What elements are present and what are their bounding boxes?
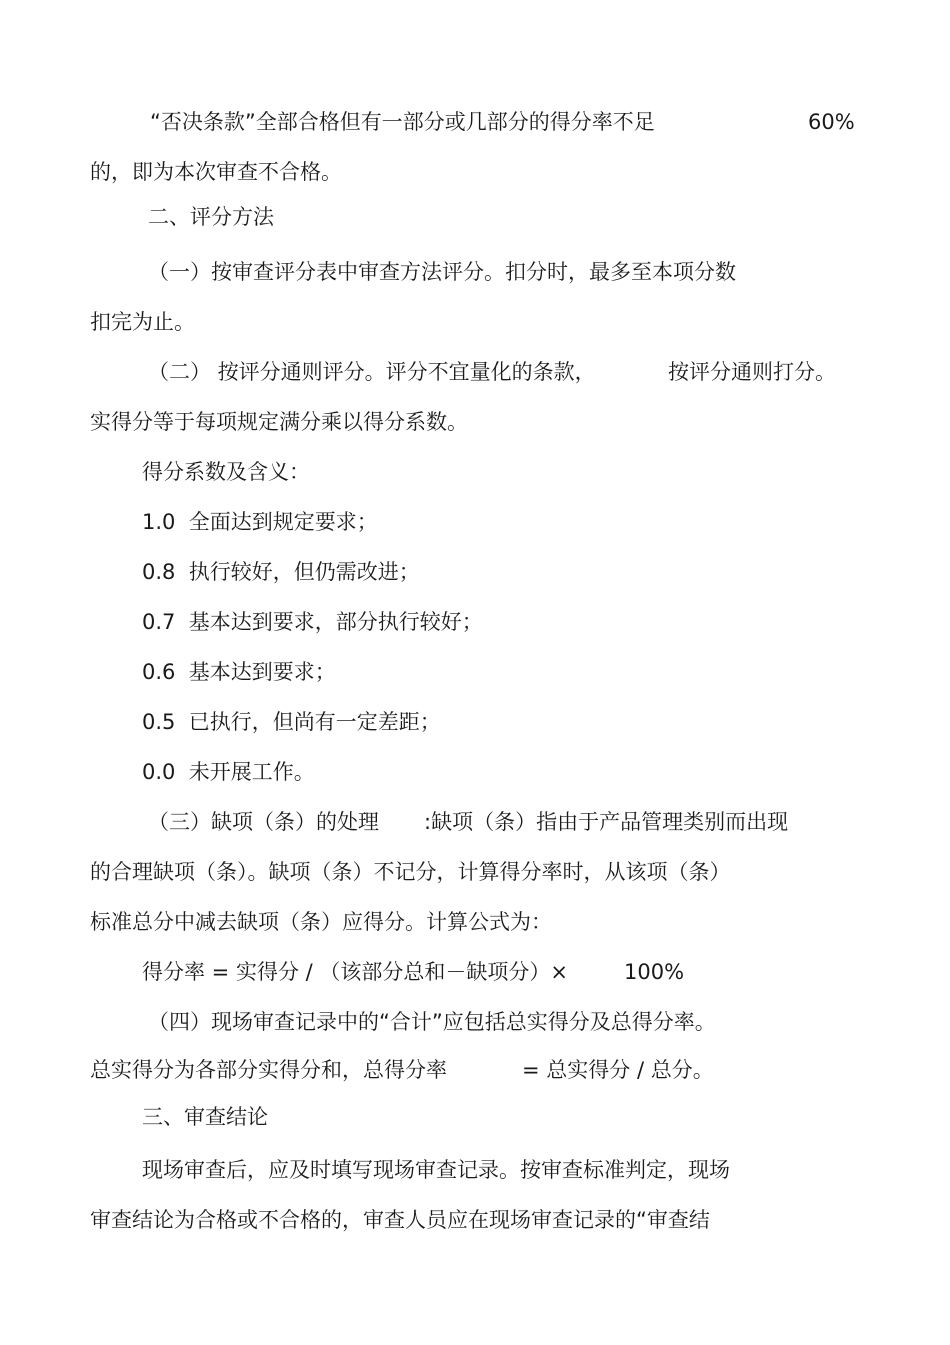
text-line: “否决条款”全部合格但有一部分或几部分的得分率不足 — [150, 110, 655, 134]
text-line: = 总实得分 / 总分。 — [522, 1058, 714, 1082]
text-line: （四）现场审查记录中的“合计”应包括总实得分及总得分率。 — [148, 1010, 716, 1034]
text-line: 实得分等于每项规定满分乘以得分系数。 — [90, 410, 468, 434]
section-heading: 三、审查结论 — [142, 1105, 268, 1129]
text-line: 60% — [808, 110, 855, 134]
text-line: 总实得分为各部分实得分和，总得分率 — [90, 1058, 447, 1082]
text-line: 标准总分中减去缺项（条）应得分。计算公式为： — [90, 910, 552, 934]
formula-line: 得分率 = 实得分 / （该部分总和－缺项分）× — [142, 960, 568, 984]
text-line: 现场审查后，应及时填写现场审查记录。按审查标准判定，现场 — [142, 1158, 730, 1182]
text-line: （二） 按评分通则评分。评分不宜量化的条款， — [148, 360, 596, 384]
text-line: 审查结论为合格或不合格的，审查人员应在现场审查记录的“审查结 — [90, 1208, 710, 1232]
text-line: 的，即为本次审查不合格。 — [90, 160, 342, 184]
list-item: 0.6 基本达到要求； — [142, 660, 336, 684]
list-item: 0.5 已执行，但尚有一定差距； — [142, 710, 441, 734]
text-line: （三）缺项（条）的处理 — [148, 810, 379, 834]
text-line: 扣完为止。 — [90, 310, 195, 334]
text-line: 得分系数及含义： — [142, 460, 310, 484]
text-line: 按评分通则打分。 — [668, 360, 836, 384]
text-line: 的合理缺项（条）。缺项（条）不记分，计算得分率时，从该项（条） — [90, 860, 731, 884]
list-item: 0.0 未开展工作。 — [142, 760, 315, 784]
list-item: 0.7 基本达到要求，部分执行较好； — [142, 610, 483, 634]
text-line: :缺项（条）指由于产品管理类别而出现 — [424, 810, 789, 834]
text-line: （一）按审查评分表中审查方法评分。扣分时，最多至本项分数 — [148, 260, 736, 284]
formula-line: 100% — [624, 960, 685, 984]
list-item: 1.0 全面达到规定要求； — [142, 510, 378, 534]
section-heading: 二、评分方法 — [148, 205, 274, 229]
list-item: 0.8 执行较好，但仍需改进； — [142, 560, 420, 584]
